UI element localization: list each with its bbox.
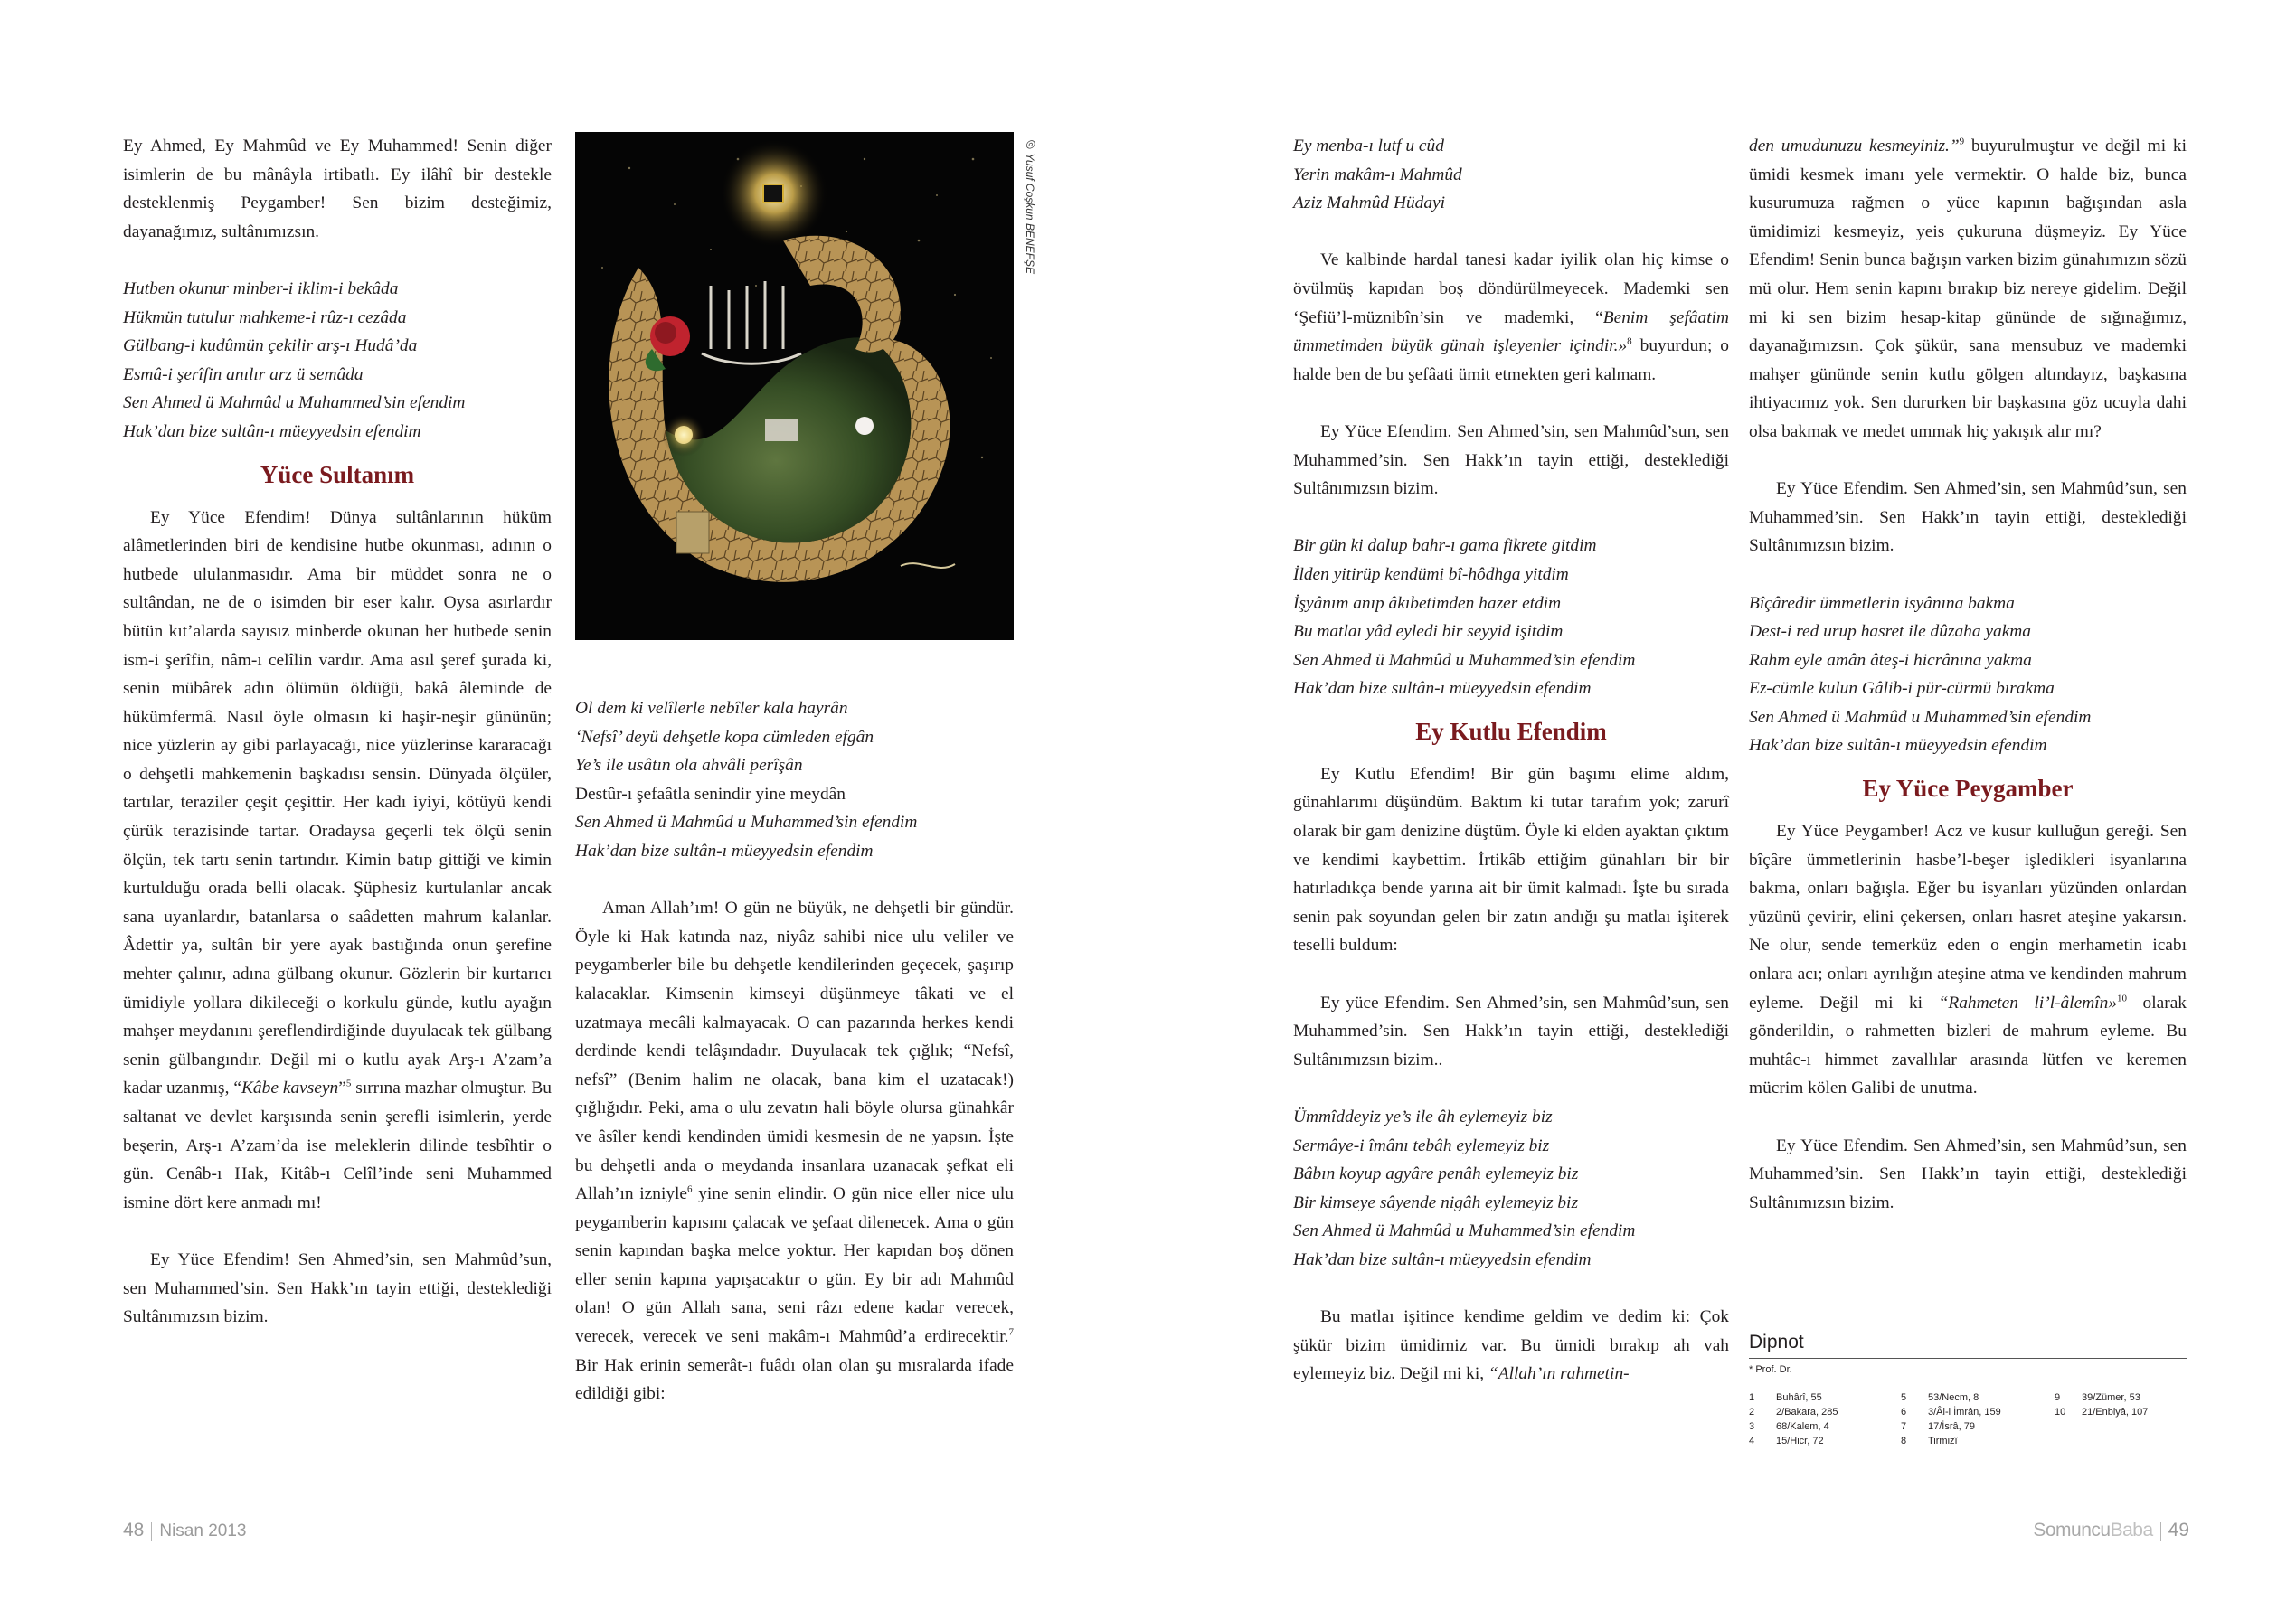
footnote-item: 6 3/Âl-i İmrân, 159 — [1901, 1407, 2001, 1418]
footnote-ref: 10 — [2117, 993, 2128, 1004]
photo-credit: ◎ Yusuf Coşkun BENEFŞE — [1024, 137, 1036, 274]
verse-line: Yerin makâm-ı Mahmûd — [1293, 165, 1462, 184]
verse-line: Hak’dan bize sultân-ı müeyyedsin efendim — [123, 421, 421, 441]
verse-line: Ye’s ile usâtın ola ahvâli perîşân — [575, 756, 803, 776]
verse-line: İlden yitirüp kendümi bî-hôdhga yitdim — [1293, 564, 1569, 584]
verse-line: Sen Ahmed ü Mahmûd u Muhammed’sin efendim — [1293, 650, 1636, 670]
verse-block-3 — [1293, 132, 1729, 218]
right-page — [1148, 0, 2296, 1602]
quote-italic: “Rahmeten li’l-âlemîn» — [1938, 993, 2118, 1013]
footnote-column — [1901, 1390, 2055, 1448]
body-paragraph: Ey Kutlu Efendim! Bir gün başımı elime aldım, günahlarımı düşündüm. Baktım ki tutar tarafım yok; zarurî olarak bir gam denizine düştüm. Öyle ki elden ayaktan çıktım ve kendimi kaybettim. İrtikâb ettiğim günahları bir bir hatırladıkça bende yarına ait bir ümit kalmadı. İşte bu sırada senin pak soyundan gelen bir zatın andığı şu matlaı işiterek teselli buldum: — [1293, 764, 1729, 956]
footnote-ref: 5 — [345, 1078, 352, 1089]
refrain-paragraph: Ey Yüce Efendim. Sen Ahmed’sin, sen Mahmûd’sun, sen Muhammed’sin. Sen Hakk’ın tayin ettiği, desteklediği Sultânımızsın bizim. — [1749, 479, 2187, 556]
verse-line: Hak’dan bize sultân-ı müeyyedsin efendim — [575, 841, 874, 861]
body-paragraph: Ey Yüce Efendim! Dünya sultânlarının hüküm alâmetlerinden biri de kendisine hutbe okunması, adının o hutbede ululanmasıdır. Ama bir müddet sonra ne o sultândan, ne de o isimden bir eser kalır. Oysa asırlardır bütün kıt’alarda sayısız minberde okunan her hutbede senin ism-i şerîfin, nâm-ı celîlin vardır. Ama asıl şeref şurada ki, senin mübârek adın ölümün öldüğü, bakâ âleminde de hükümfermâ. Nasıl öyle olmasın ki haşir-neşir gününün; nice yüzlerin ay gibi parlayacağı, nice yüzlerinse kararacağı o dehşetli mahkemenin başkadısı sensin. Dünyada ölçüler, tartılar, teraziler çeşit çeşittir. Her kadı iyiyi, kötüyü kendi çürük terazisinde tartar. Oradaysa geçerli tek ölçü senin ölçün, tek tartı senin tartındır. Kimin batıp gittiği ve kimin kurtulduğu orada belli olacak. Şüphesiz kurtulanlar ancak sana uyanlardır, batanlarsa o saâdetten mahrum kalanlar. Âdettir ya, sultân bir yere ayak bastığında onun şerefine mehter çalınır, adına gülbang okunur. Gözlerin bir kurtarıcı ümidiyle yollara dikileceği o korkulu günde, kutlu ayağın mahşer meydanını şereflendirdiğinde duyulacak tek gülbang senin gülbangındır. Değil mi o kutlu ayak Arş-ı A’zam’a kadar uzanmış, “Kâbe kavseyn”$^5$ sırrına mazhar olmuştur. Bu saltanat ve devlet karşısında senin şerefli isimlerin, yerde beşerin, Arş-ı A’zam’da ise meleklerin dilinde tesbîhtir o gün. Cenâb-ı Hak, Kitâb-ı Celîl’inde seni Muhammed ismine dört kere anmadı mı! — [123, 507, 552, 1212]
verse-line: Bir gün ki dalup bahr-ı gama fikrete gitdim — [1293, 536, 1597, 556]
verse-line: Hak’dan bize sultân-ı müeyyedsin efendim — [1749, 736, 2047, 756]
calligraphy-artwork-svg — [575, 132, 1014, 640]
verse-line: Ol dem ki velîlerle nebîler kala hayrân — [575, 699, 848, 718]
footnote-item: 3 68/Kalem, 4 — [1749, 1421, 1829, 1432]
footer-right — [2033, 1520, 2189, 1541]
verse-line: ‘Nefsî’ deyü dehşetle kopa cümleden efgân — [575, 727, 874, 747]
magazine-logo: SomuncuBaba — [2033, 1520, 2153, 1541]
verse-line: Bîçâredir ümmetlerin isyânına bakma — [1749, 593, 2015, 613]
verse-line: Aziz Mahmûd Hüdayi — [1293, 193, 1446, 213]
refrain-paragraph: Ey Yüce Efendim. Sen Ahmed’sin, sen Mahmûd’sun, sen Muhammed’sin. Sen Hakk’ın tayin ettiği, desteklediği Sultânımızsın bizim. — [1749, 1136, 2187, 1212]
footnote-item: 1 Buhârî, 55 — [1749, 1392, 1822, 1403]
footnotes-title: Dipnot — [1749, 1332, 1804, 1352]
refrain-paragraph: Ey yüce Efendim. Sen Ahmed’sin, sen Mahmûd’sun, sen Muhammed’sin. Sen Hakk’ın tayin ettiği, desteklediği Sultânımızsın bizim.. — [1293, 993, 1729, 1070]
issue-date: Nisan 2013 — [159, 1522, 247, 1541]
verse-line: Hak’dan bize sultân-ı müeyyedsin efendim — [1293, 1249, 1592, 1269]
verse-line: Hak’dan bize sultân-ı müeyyedsin efendim — [1293, 679, 1592, 699]
verse-line: İşyânım anıp âkıbetimden hazer etdim — [1293, 593, 1562, 613]
body-paragraph: Ve kalbinde hardal tanesi kadar iyilik olan hiç kimse o övülmüş kapıdan boş döndürülmeyecek. Mademki sen ‘Şefiü’l-müznibîn’sin ve mademki, “Benim şefâatim ümmetimden büyük günah işleyenler içindir.»$^8$ buyurdun; o halde ben de bu şefâati ümit etmekten geri kalmam. — [1293, 250, 1729, 384]
refrain-paragraph: Ey Yüce Efendim. Sen Ahmed’sin, sen Mahmûd’sun, sen Muhammed’sin. Sen Hakk’ın tayin ettiği, desteklediği Sultânımızsın bizim. — [1293, 421, 1729, 499]
footnotes — [1749, 1329, 2187, 1448]
footnote-column — [2055, 1390, 2187, 1448]
author-note: * Prof. Dr. — [1749, 1364, 1792, 1375]
footnote-item: 5 53/Necm, 8 — [1901, 1392, 1979, 1403]
quote-italic: Benim şefâatim ümmetimden büyük günah işleyenler içindir. — [1293, 307, 1729, 356]
footer-left — [123, 1520, 246, 1541]
verse-line: Sen Ahmed ü Mahmûd u Muhammed’sin efendim — [575, 813, 918, 833]
footnote-ref: 8 — [1627, 335, 1632, 347]
verse-line: Ez-cümle kulun Gâlib-i pür-cürmü bırakma — [1749, 679, 2055, 699]
verse-line: Gülbang-i kudûmün çekilir arş-ı Hudâ’da — [123, 336, 418, 356]
verse-line: Hutben okunur minber-i iklim-i bekâda — [123, 278, 399, 298]
verse-block-2 — [575, 694, 1014, 866]
body-paragraph: Aman Allah’ım! O gün ne büyük, ne dehşetli bir gündür. Öyle ki Hak katında naz, niyâz sahibi nice ulu veliler ve peygamberler bile bu dehşetle kendilerinden geçecek, şaşırıp kalacaklar. Kimsenin kimseyi düşünmeye tâkati ve el uzatmaya mecâli kalmayacak. O can pazarında herkes kendi derdinde kendi telâşındadır. Duyulacak tek çığlık; “Nefsî, nefsî” (Benim halim ne olacak, bana kim el uzatacak!) çığlığıdır. Peki, ama o ulu zevatın hali böyle olursa günahkâr ve âsîler kendi kendinden ümidi kesmesin de ne yapsın. İşte bu dehşetli anda o meydanda insanlara uzanacak şefkat eli Allah’ın izniyle$^6$ yine senin elindir. O gün nice eller nice ulu peygamberin kapısını çalacak ve şefaat dilenecek. Ama o gün senin kapından başka melce yoktur. Her kapıdan boş dönen eller senin kapına yapışacaktır o gün. Ey bir adı Mahmûd olan! O gün Allah sana, seni râzı edene kadar verecek, verecek, verecek ve seni makâm-ı Mahmûd’a erdirecektir.$^7$ Bir Hak erinin semerât-ı fuâdı olan olan şu mısralarda ifade edildiği gibi: — [575, 899, 1015, 1404]
footnote-grid — [1749, 1390, 2187, 1448]
verse-line: Bu matlaı yâd eyledi bir seyyid işitdim — [1293, 622, 1564, 642]
footnote-ref: 7 — [1008, 1326, 1014, 1338]
column-3 — [1293, 132, 1729, 1389]
quote-italic: Kâbe kavseyn — [241, 1079, 339, 1098]
body-paragraph: Ey Yüce Peygamber! Acz ve kusur kulluğun gereği. Sen bîçâre ümmetlerinin hasbe’l-beşer işledikleri isyanlarına bakma, onları bağışla. Eğer bu isyanları yüzünden onlardan yüzünü çevirir, elini çekersen, onları hasret ateşine yakarsın. Ne olur, sende temerküz eden o engin merhametin icabı onlara acı; onları ayrılığın ateşine atma ve kendinden mahrum eyleme. Değil mi ki “Rahmeten li’l-âlemîn»$^{10}$ olarak gönderildin, o rahmetten bizleri de mahrum eyleme. Bu muhtâc-ı himmet zavallılar arasında lütfen ve keremen mücrim kölen Galibi de unutma. — [1749, 822, 2187, 1098]
footnotes-divider — [1749, 1358, 2187, 1359]
verse-line: Rahm eyle amân âteş-i hicrânına yakma — [1749, 650, 2032, 670]
calligraphy-artwork — [575, 132, 1014, 640]
verse-line: Hükmün tutulur mahkeme-i rûz-ı cezâda — [123, 307, 407, 327]
verse-line: Sen Ahmed ü Mahmûd u Muhammed’sin efendim — [1749, 707, 2092, 727]
refrain-paragraph: Ey Yüce Efendim! Sen Ahmed’sin, sen Mahmûd’sun, sen Muhammed’sin. Sen Hakk’ın tayin ettiği, desteklediği Sultânımızsın bizim. — [123, 1249, 552, 1327]
footnote-item: 8 Tirmizî — [1901, 1436, 1958, 1447]
verse-line: Sermâye-i îmânı tebâh eylemeyiz biz — [1293, 1136, 1550, 1155]
verse-line: Esmâ-i şerîfin anılır arz ü semâda — [123, 364, 364, 384]
column-4 — [1749, 132, 2187, 1217]
quote-italic: “Allah’ın rahmetin- — [1488, 1364, 1630, 1384]
verse-line: Sen Ahmed ü Mahmûd u Muhammed’sin efendim — [1293, 1221, 1636, 1241]
verse-line: Ümmîddeyiz ye’s ile âh eylemeyiz biz — [1293, 1107, 1553, 1126]
body-paragraph: Bu matlaı işitince kendime geldim ve dedim ki: Çok şükür bizim ümidimiz var. Bu ümidi bırakıp ah vah eylemeyiz biz. Değil mi ki, “Allah’ın rahmetin- — [1293, 1307, 1729, 1384]
verse-line: Destûr-ı şefaâtla senindir yine meydân — [575, 784, 846, 804]
intro-paragraph: Ey Ahmed, Ey Mahmûd ve Ey Muhammed! Senin diğer isimlerin de bu mânâyla irtibatlı. Ey ilâhî bir destekle desteklenmiş Peygamber! Sen bizim desteğimiz, dayanağımız, sultânımızsın. — [123, 137, 552, 241]
footnote-item: 4 15/Hicr, 72 — [1749, 1436, 1824, 1447]
footnote-ref: 6 — [687, 1183, 693, 1195]
quote-italic: den umudunuzu kesmeyiniz. — [1749, 137, 1950, 155]
verse-line: Dest-i red urup hasret ile dûzaha yakma — [1749, 622, 2032, 642]
verse-block-4 — [1293, 532, 1729, 703]
footnote-ref: 9 — [1959, 136, 1965, 147]
footnote-column — [1749, 1390, 1901, 1448]
column-1 — [123, 132, 552, 1332]
verse-line: Ey menba-ı lutf u cûd — [1293, 137, 1444, 155]
page-number: 48 — [123, 1520, 145, 1541]
footnote-item: 10 21/Enbiyâ, 107 — [2055, 1407, 2149, 1418]
section-heading-ey-yuce-peygamber: Ey Yüce Peygamber — [1862, 775, 2074, 803]
section-heading-yuce-sultanim: Yüce Sultanım — [260, 460, 415, 488]
verse-block-6 — [1749, 589, 2187, 761]
verse-line: Bir kimseye sâyende nigâh eylemeyiz biz — [1293, 1192, 1578, 1212]
body-paragraph: den umudunuzu kesmeyiniz.”$^9$ buyurulmuştur ve değil mi ki ümidi kesmek imanı yele vermektir. O halde biz, bunca kusurumuza rağmen o yüce kapının bağışından asla ümidimizi kesmeyiz, yeis çukuruna düşmeyiz. Ey Yüce Efendim! Senin bunca bağışın varken bizim günahımızın sözü mü olur. Hem senin kapını bırakıp biz nereye gidelim. Değil mi ki sen bizim hesap-kitap gününde de sığınağımız, dayanağımızsın. Çok şükür, sana mensubuz ve mademki mahşer gününde senin kutlu gölgen altındayız, başkasına ihtiyacımız yok. Sen dururken bir başkasına göz ucuyla dahi olsa bakmak ve medet ummak hiç yakışık alır mı? — [1749, 136, 2187, 441]
verse-line: Bâbın koyup agyâre penâh eylemeyiz biz — [1293, 1164, 1579, 1184]
footnote-item: 7 17/İsrâ, 79 — [1901, 1421, 1975, 1432]
section-heading-ey-kutlu-efendim: Ey Kutlu Efendim — [1415, 717, 1607, 745]
footnote-item: 2 2/Bakara, 285 — [1749, 1407, 1838, 1418]
verse-block-1 — [123, 275, 552, 447]
column-2 — [575, 694, 1014, 1409]
verse-line: Sen Ahmed ü Mahmûd u Muhammed’sin efendim — [123, 393, 466, 413]
footnote-item: 9 39/Zümer, 53 — [2055, 1392, 2140, 1403]
page-number: 49 — [2168, 1520, 2189, 1541]
verse-block-5 — [1293, 1103, 1729, 1275]
